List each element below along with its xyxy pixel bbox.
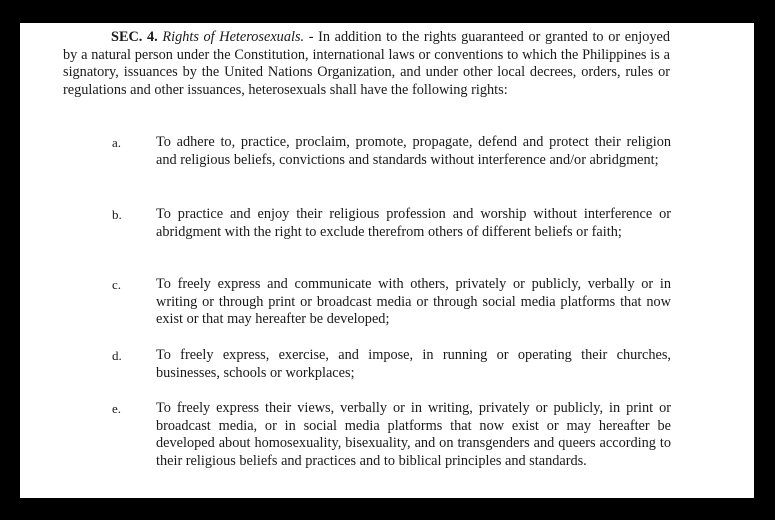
document-page <box>20 23 754 498</box>
item-letter: e. <box>112 401 122 416</box>
item-text: To adhere to, practice, proclaim, promote, propagate, defend and protect their religion and religious beliefs, convictions and standards without interference and/or abridgment; <box>156 134 671 168</box>
item-letter: c. <box>112 277 122 292</box>
item-text: To freely express, exercise, and impose, in running or operating their churches, businesses, schools or workplaces; <box>156 347 671 381</box>
item-text: To freely express their views, verbally or in writing, privately or publicly, in print or broadcast media, or in social media platforms that now exist or may hereafter be developed about homosexuality, bisexuality, and on transgenders and queers according to their religious beliefs and practices and to biblical principles and standards. <box>156 400 671 469</box>
item-text: To practice and enjoy their religious profession and worship without interference or abridgment with the right to exclude therefrom others of different beliefs or faith; <box>156 206 671 240</box>
item-letter: d. <box>112 348 122 363</box>
item-letter: a. <box>112 135 122 150</box>
section-number: SEC. 4. <box>111 29 158 45</box>
section-title: Rights of Heterosexuals. <box>162 29 305 45</box>
section-intro: - In addition to the rights guaranteed or granted to or enjoyed by a natural person under the Constitution, international laws or conventions to which the Philippines is a signatory, issuances by the United Nations Organization, and under other local decrees, orders, rules or regulations and other issuances, heterosexuals shall have the following rights: <box>63 29 670 98</box>
item-letter: b. <box>112 207 122 222</box>
item-text: To freely express and communicate with others, privately or publicly, verbally or in writing or through print or broadcast media or through social media platforms that now exist or that may hereafter be developed; <box>156 276 671 328</box>
section-paragraph <box>63 29 670 99</box>
